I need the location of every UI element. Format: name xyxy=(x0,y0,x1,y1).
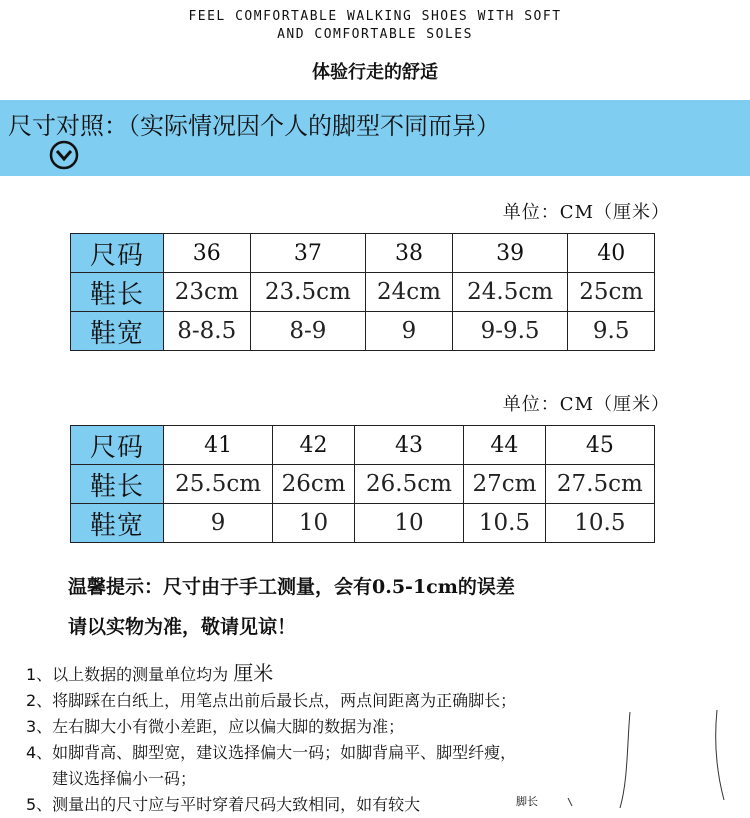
note-4-continued: 建议选择偏小一码； xyxy=(52,769,197,788)
size-table-1 xyxy=(70,233,655,351)
row-label-size: 尺码 xyxy=(71,426,164,465)
size-cell: 42 xyxy=(273,426,355,465)
width-cell: 8-8.5 xyxy=(164,312,251,351)
size-cell: 36 xyxy=(164,234,251,273)
length-cell: 26cm xyxy=(273,465,355,504)
width-cell: 10 xyxy=(354,504,463,543)
table-row-width xyxy=(71,504,655,543)
table-row-size xyxy=(71,426,655,465)
width-cell: 9.5 xyxy=(568,312,655,351)
size-cell: 43 xyxy=(354,426,463,465)
width-cell: 10.5 xyxy=(545,504,654,543)
note-1-unit: 厘米 xyxy=(233,661,274,685)
width-cell: 10 xyxy=(273,504,355,543)
size-cell: 39 xyxy=(452,234,568,273)
length-cell: 27.5cm xyxy=(545,465,654,504)
row-label-length: 鞋长 xyxy=(71,465,164,504)
unit-label-2: 单位：CM（厘米） xyxy=(502,394,670,415)
size-cell: 40 xyxy=(568,234,655,273)
header-english-line1: FEEL COMFORTABLE WALKING SHOES WITH SOFT xyxy=(188,9,562,24)
size-cell: 45 xyxy=(545,426,654,465)
size-table-2 xyxy=(70,425,655,543)
foot-sketch-illustration xyxy=(500,700,750,808)
width-cell: 9-9.5 xyxy=(452,312,568,351)
note-4: 4、如脚背高、脚型宽，建议选择偏大一码；如脚背扁平、脚型纤瘦， xyxy=(26,743,517,762)
length-cell: 25.5cm xyxy=(164,465,273,504)
tip-line-2: 请以实物为准，敬请见谅！ xyxy=(68,616,297,638)
header-chinese: 体验行走的舒适 xyxy=(312,62,438,83)
width-cell: 9 xyxy=(366,312,453,351)
row-label-size: 尺码 xyxy=(71,234,164,273)
foot-length-label: 脚长 xyxy=(516,795,538,808)
note-1-text: 1、以上数据的测量单位均为 xyxy=(26,665,229,684)
table-row-width xyxy=(71,312,655,351)
note-5: 5、测量出的尺寸应与平时穿着尺码大致相同，如有较大 xyxy=(26,795,421,814)
header-english xyxy=(0,8,750,44)
length-cell: 24cm xyxy=(366,273,453,312)
size-cell: 41 xyxy=(164,426,273,465)
width-cell: 10.5 xyxy=(464,504,546,543)
size-cell: 38 xyxy=(366,234,453,273)
table-row-size xyxy=(71,234,655,273)
header-english-line2: AND COMFORTABLE SOLES xyxy=(277,27,473,42)
row-label-width: 鞋宽 xyxy=(71,504,164,543)
length-cell: 23.5cm xyxy=(250,273,366,312)
length-cell: 24.5cm xyxy=(452,273,568,312)
tip-line-1: 温馨提示：尺寸由于手工测量，会有0.5-1cm的误差 xyxy=(68,576,515,598)
note-1 xyxy=(26,660,586,688)
note-2: 2、将脚踩在白纸上，用笔点出前后最长点，两点间距离为正确脚长； xyxy=(26,691,517,710)
chevron-down-circle-icon xyxy=(49,140,79,170)
table-row-length xyxy=(71,465,655,504)
size-cell: 44 xyxy=(464,426,546,465)
width-cell: 9 xyxy=(164,504,273,543)
size-chart-banner xyxy=(0,100,750,176)
width-cell: 8-9 xyxy=(250,312,366,351)
row-label-width: 鞋宽 xyxy=(71,312,164,351)
unit-label-1: 单位：CM（厘米） xyxy=(502,202,670,223)
banner-title: 尺寸对照：（实际情况因个人的脚型不同而异） xyxy=(8,112,500,140)
length-cell: 23cm xyxy=(164,273,251,312)
table-row-length xyxy=(71,273,655,312)
length-cell: 26.5cm xyxy=(354,465,463,504)
length-cell: 25cm xyxy=(568,273,655,312)
size-cell: 37 xyxy=(250,234,366,273)
length-cell: 27cm xyxy=(464,465,546,504)
row-label-length: 鞋长 xyxy=(71,273,164,312)
note-3: 3、左右脚大小有微小差距，应以偏大脚的数据为准； xyxy=(26,717,405,736)
